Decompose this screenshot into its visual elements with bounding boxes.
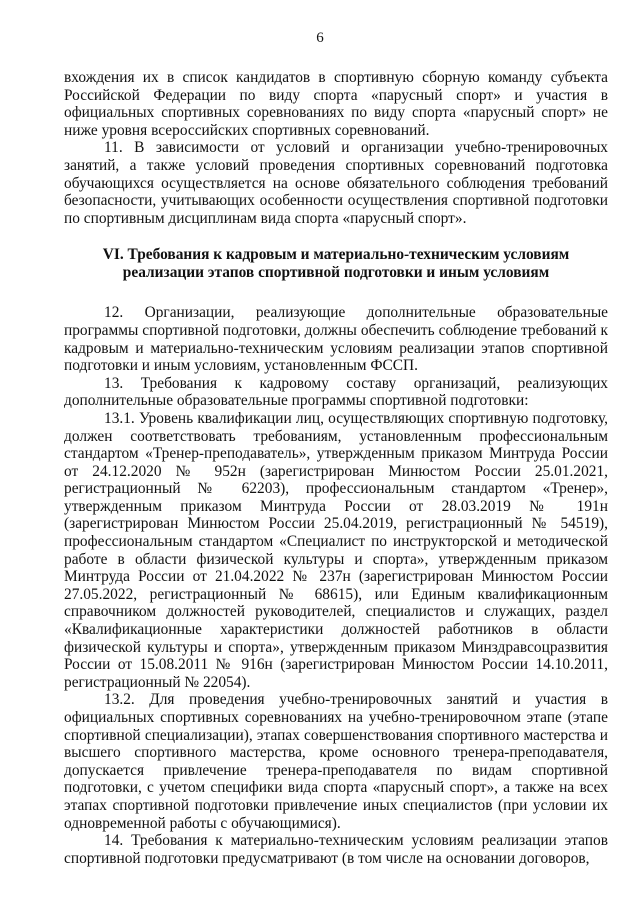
paragraph-13: 13. Требования к кадровому составу организаций, реализующих дополнительные образовательные программы спортивной подготовки: xyxy=(64,374,608,410)
paragraph-12: 12. Организации, реализующие дополнительные образовательные программы спортивной подготовки, должны обеспечить соблюдение требований к кадровым и материально-техническим условиям реализации этапов спортивной подготовки и иным условиям, установленным ФССП. xyxy=(64,304,608,375)
paragraph-13-2: 13.2. Для проведения учебно-тренировочных занятий и участия в официальных спортивных соревнованиях на учебно-тренировочном этапе (этапе спортивной специализации), этапах совершенствования спортивного мастерства и высшего спортивного мастерства, кроме основного тренера-преподавателя, допускается привлечение тренера-преподавателя по видам спортивной подготовки, с учетом специфики вида спорта «парусный спорт», а также на всех этапах спортивной подготовки привлечение иных специалистов (при условии их одновременной работы с обучающимися). xyxy=(64,691,608,832)
paragraph-13-1: 13.1. Уровень квалификации лиц, осуществляющих спортивную подготовку, должен соответствовать требованиям, установленным профессиональным стандартом «Тренер-преподаватель», утвержденным приказом Минтруда России от 24.12.2020 № 952н (зарегистрирован Минюстом России 25.01.2021, регистрационный № 62203), профессиональным стандартом «Тренер», утвержденным приказом Минтруда России от 28.03.2019 № 191н (зарегистрирован Минюстом России 25.04.2019, регистрационный № 54519), профессиональным стандартом «Специалист по инструкторской и методической работе в области физической культуры и спорта», утвержденным приказом Минтруда России от 21.04.2022 № 237н (зарегистрирован Минюстом России 27.05.2022, регистрационный № 68615), или Единым квалификационным справочником должностей руководителей, специалистов и служащих, раздел «Квалификационные характеристики должностей работников в области физической культуры и спорта», утвержденным приказом Минздравсоцразвития России от 15.08.2011 № 916н (зарегистрирован Минюстом России 14.10.2011, регистрационный № 22054). xyxy=(64,409,608,691)
page-number: 6 xyxy=(316,30,324,46)
section-heading: VI. Требования к кадровым и материально-техническим условиям реализации этапов спортивной подготовки и иным условиям xyxy=(102,246,570,282)
paragraph-continuation: вхождения их в список кандидатов в спортивную сборную команду субъекта Российской Федерации по виду спорта «парусный спорт» и участия в официальных спортивных соревнованиях по виду спорта «парусный спорт» не ниже уровня всероссийских спортивных соревнований. xyxy=(64,69,608,139)
paragraph-14: 14. Требования к материально-техническим условиям реализации этапов спортивной подготовки предусматривают (в том числе на основании договоров, xyxy=(64,832,608,867)
paragraph-11: 11. В зависимости от условий и организации учебно-тренировочных занятий, а также условий проведения спортивных соревнований подготовка обучающихся осуществляется на основе обязательного соблюдения требований безопасности, учитывающих особенности осуществления спортивной подготовки по спортивным дисциплинам вида спорта «парусный спорт». xyxy=(64,139,608,227)
